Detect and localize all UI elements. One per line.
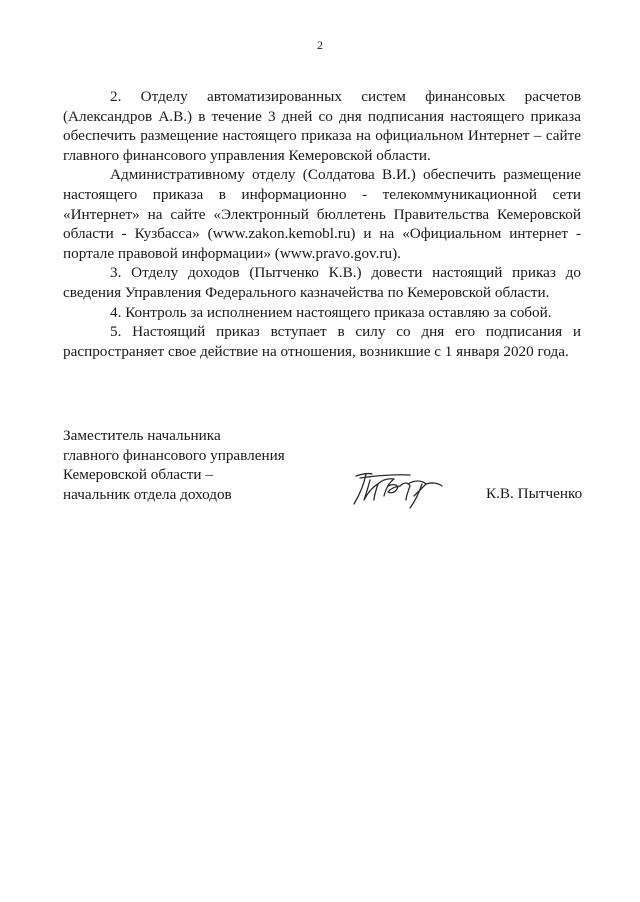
- paragraph-3: 3. Отделу доходов (Пытченко К.В.) довести настоящий приказ до сведения Управления Федерального казначейства по Кемеровской области.: [63, 264, 581, 301]
- paragraph-2: 2. Отделу автоматизированных систем финансовых расчетов (Александров А.В.) в течение 3 дней со дня подписания настоящего приказа обеспечить размещение настоящего приказа на официальном Интернет – сайте главного финансового управления Кемеровской области.: [63, 88, 581, 164]
- signer-name: К.В. Пытченко: [486, 485, 583, 502]
- signer-position: [63, 426, 285, 504]
- position-line: начальник отдела доходов: [63, 485, 232, 503]
- paragraph-admin-dept: Административному отделу (Солдатова В.И.) обеспечить размещение настоящего приказа в информационно - телекоммуникационной сети «Интернет» на сайте «Электронный бюллетень Правительства Кемеровской области - Кузбасса» (www.zakon.kemobl.ru) и на «Официальном интернет - портале правовой информации» (www.pravo.gov.ru).: [63, 166, 581, 262]
- paragraph-5: 5. Настоящий приказ вступает в силу со дня его подписания и распространяет свое действие на отношения, возникшие с 1 января 2020 года.: [63, 323, 581, 360]
- position-line: главного финансового управления: [63, 446, 285, 464]
- position-line: Кемеровской области –: [63, 466, 213, 484]
- paragraph-4: 4. Контроль за исполнением настоящего приказа оставляю за собой.: [110, 303, 552, 321]
- page-number: 2: [317, 38, 323, 52]
- document-body: [63, 87, 581, 361]
- handwritten-signature: [348, 462, 452, 512]
- position-line: Заместитель начальника: [63, 427, 221, 444]
